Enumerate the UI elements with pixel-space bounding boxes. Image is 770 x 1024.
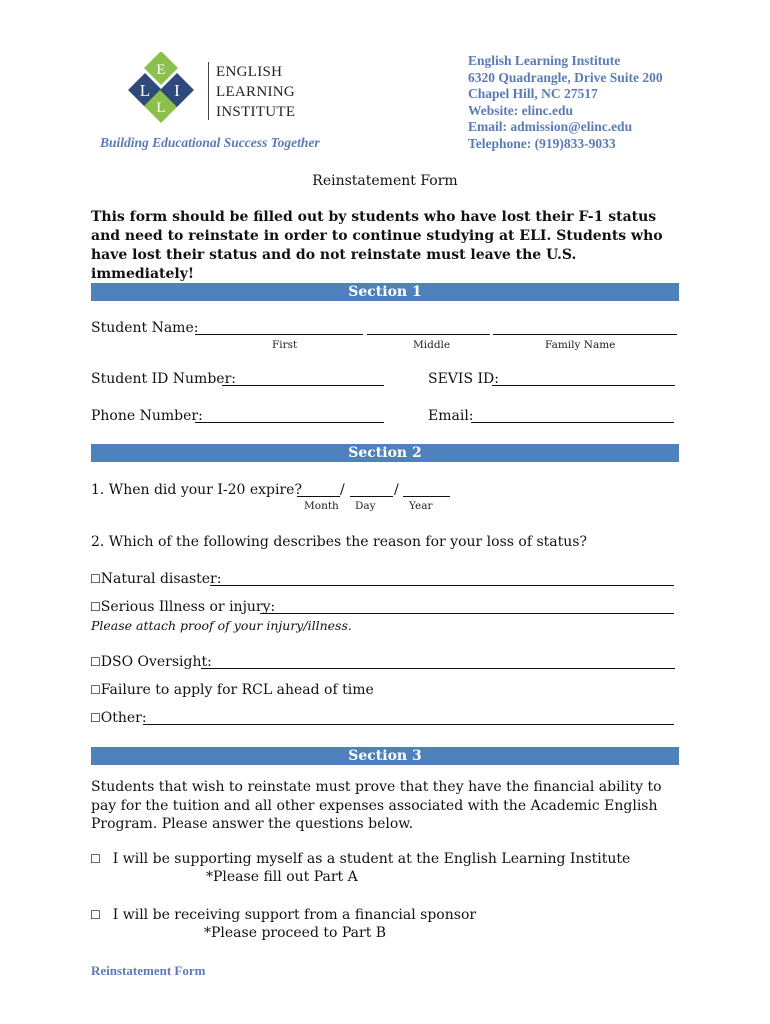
- q1-text: 1. When did your I-20 expire?: [91, 482, 302, 498]
- student-id-label: Student ID Number:: [91, 371, 236, 387]
- email-field[interactable]: [471, 422, 674, 423]
- other-checkbox[interactable]: ☐: [90, 711, 101, 725]
- contact-org: English Learning Institute: [468, 53, 621, 68]
- contact-address: 6320 Quadrangle, Drive Suite 200: [468, 69, 663, 85]
- dso-field[interactable]: [201, 668, 675, 669]
- natural-disaster-option[interactable]: [90, 571, 221, 587]
- natural-disaster-checkbox[interactable]: ☐: [90, 572, 101, 586]
- student-name-label: Student Name:: [91, 320, 199, 336]
- phone-field[interactable]: [195, 422, 384, 423]
- section-1-header: Section 1: [91, 283, 679, 301]
- illness-note: Please attach proof of your injury/illness.: [91, 618, 352, 633]
- email-label: Email:: [428, 408, 474, 424]
- tagline: Building Educational Success Together: [100, 135, 320, 150]
- self-support-note: *Please fill out Part A: [206, 869, 358, 885]
- logo-letter-l1: L: [139, 81, 151, 100]
- self-support-label: I will be supporting myself as a student at the English Learning Institute: [112, 851, 631, 867]
- family-name-field[interactable]: [493, 334, 677, 335]
- logo-letter-e: E: [156, 62, 166, 78]
- other-field[interactable]: [143, 724, 674, 725]
- sponsor-label: I will be receiving support from a financial sponsor: [112, 907, 477, 923]
- middle-name-field[interactable]: [367, 334, 490, 335]
- section-3-paragraph: Students that wish to reinstate must prove that they have the financial ability to pay for the tuition and all other expenses associated with the Academic English Program. Please answer the questions below.: [91, 779, 662, 832]
- rcl-label: Failure to apply for RCL ahead of time: [100, 682, 374, 698]
- illness-checkbox[interactable]: ☐: [90, 600, 101, 614]
- logo-letter-i: I: [174, 81, 180, 100]
- expire-month-field[interactable]: [297, 496, 340, 497]
- self-support-checkbox[interactable]: ☐: [90, 852, 101, 866]
- logo-line-learning: LEARNING: [216, 84, 296, 100]
- other-option[interactable]: [90, 710, 147, 726]
- month-caption: Month: [304, 500, 339, 512]
- rcl-option[interactable]: [90, 682, 374, 698]
- illness-label: Serious Illness or injury:: [100, 599, 276, 615]
- family-name-caption: Family Name: [545, 339, 616, 351]
- illness-field[interactable]: [260, 613, 674, 614]
- logo-wordmark: [216, 62, 295, 122]
- sponsor-option[interactable]: [90, 907, 476, 923]
- contact-email: Email: admission@elinc.edu: [468, 119, 633, 134]
- footer-title: Reinstatement Form: [91, 963, 206, 978]
- dso-label: DSO Oversight:: [100, 654, 212, 670]
- other-label: Other:: [100, 710, 147, 726]
- dso-option[interactable]: [90, 654, 212, 670]
- contact-website: Website: elinc.edu: [468, 102, 573, 118]
- intro-text: This form should be filled out by students who have lost their F-1 status and need to reinstate in order to continue studying at ELI. Students who have lost their status and do not reinstate must leave the U.S. immediately!: [91, 209, 663, 282]
- logo-line-institute: INSTITUTE: [216, 104, 296, 120]
- natural-disaster-field[interactable]: [210, 585, 674, 586]
- expire-year-field[interactable]: [403, 496, 450, 497]
- rcl-checkbox[interactable]: ☐: [90, 683, 101, 697]
- q2-text: 2. Which of the following describes the reason for your loss of status?: [91, 534, 587, 550]
- phone-label: Phone Number:: [91, 408, 203, 424]
- year-caption: Year: [409, 500, 433, 512]
- section-2-header: Section 2: [91, 444, 679, 462]
- expire-day-field[interactable]: [350, 496, 393, 497]
- dso-checkbox[interactable]: ☐: [90, 655, 101, 669]
- logo-letter-l2: L: [156, 100, 166, 116]
- student-id-field[interactable]: [222, 385, 384, 386]
- date-sep-1: /: [340, 482, 345, 498]
- contact-block: [468, 53, 663, 152]
- middle-caption: Middle: [413, 339, 451, 351]
- contact-telephone: Telephone: (919)833-9033: [468, 135, 616, 151]
- contact-city: Chapel Hill, NC 27517: [468, 86, 598, 101]
- eli-logo-mark: [122, 52, 217, 132]
- natural-disaster-label: Natural disaster:: [100, 571, 222, 587]
- sevis-id-label: SEVIS ID:: [428, 371, 499, 387]
- sponsor-checkbox[interactable]: ☐: [90, 908, 101, 922]
- day-caption: Day: [355, 500, 376, 512]
- form-title: Reinstatement Form: [312, 173, 458, 189]
- logo-line-english: ENGLISH: [216, 64, 283, 80]
- section-3-header: Section 3: [91, 747, 679, 765]
- date-sep-2: /: [394, 482, 399, 498]
- self-support-option[interactable]: [90, 851, 630, 867]
- logo-divider: [208, 62, 209, 120]
- first-name-field[interactable]: [195, 334, 363, 335]
- sevis-id-field[interactable]: [492, 385, 675, 386]
- illness-option[interactable]: [90, 599, 275, 615]
- first-caption: First: [272, 339, 298, 351]
- sponsor-note: *Please proceed to Part B: [204, 925, 387, 941]
